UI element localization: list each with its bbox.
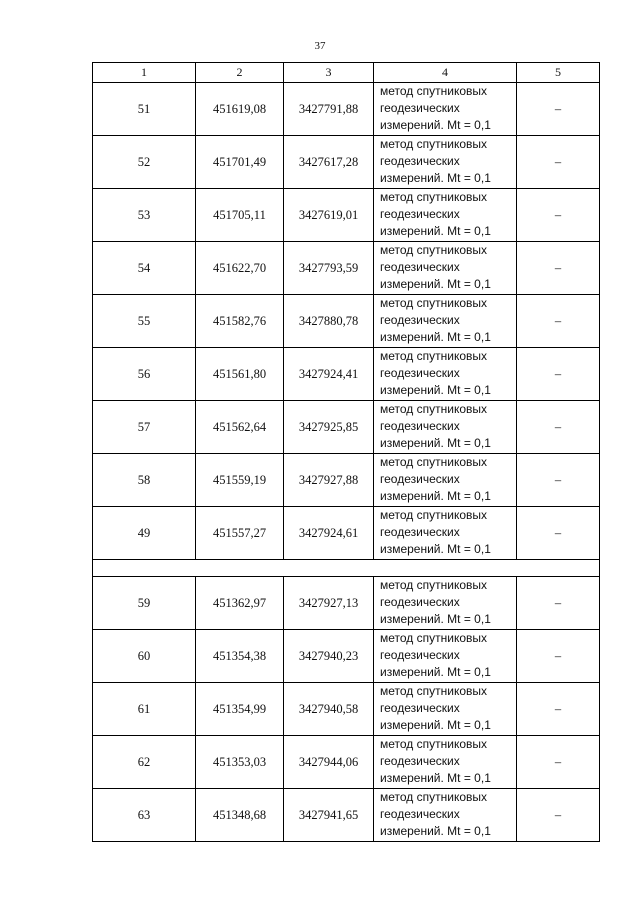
method-line: измерений. Mt = 0,1	[380, 542, 491, 556]
method-line: геодезических	[380, 525, 460, 539]
table-header-row	[93, 63, 600, 83]
method-line: геодезических	[380, 154, 460, 168]
point-number: 56	[93, 348, 196, 401]
method-line: геодезических	[380, 472, 460, 486]
method-line: геодезических	[380, 260, 460, 274]
col5-value: –	[517, 454, 600, 507]
method-cell	[374, 295, 517, 348]
coord-x: 451705,11	[196, 189, 284, 242]
method-line: геодезических	[380, 595, 460, 609]
method-line: метод спутниковых	[380, 684, 488, 698]
col5-value: –	[517, 348, 600, 401]
coord-y: 3427940,58	[284, 683, 374, 736]
method-line: измерений. Mt = 0,1	[380, 436, 491, 450]
col5-value: –	[517, 577, 600, 630]
method-line: геодезических	[380, 207, 460, 221]
coord-x: 451354,38	[196, 630, 284, 683]
method-line: метод спутниковых	[380, 402, 488, 416]
method-line: метод спутниковых	[380, 790, 488, 804]
method-cell	[374, 454, 517, 507]
col5-value: –	[517, 683, 600, 736]
method-line: измерений. Mt = 0,1	[380, 171, 491, 185]
coord-x: 451557,27	[196, 507, 284, 560]
method-line: метод спутниковых	[380, 349, 488, 363]
method-line: геодезических	[380, 313, 460, 327]
method-line: геодезических	[380, 366, 460, 380]
table-row	[93, 789, 600, 842]
coord-x: 451582,76	[196, 295, 284, 348]
point-number: 54	[93, 242, 196, 295]
table-row	[93, 736, 600, 789]
coord-y: 3427617,28	[284, 136, 374, 189]
point-number: 57	[93, 401, 196, 454]
table-row	[93, 348, 600, 401]
coord-y: 3427925,85	[284, 401, 374, 454]
point-number: 49	[93, 507, 196, 560]
method-line: измерений. Mt = 0,1	[380, 224, 491, 238]
col5-value: –	[517, 789, 600, 842]
point-number: 51	[93, 83, 196, 136]
coord-y: 3427791,88	[284, 83, 374, 136]
header-col-4: 4	[374, 63, 517, 83]
coord-x: 451619,08	[196, 83, 284, 136]
point-number: 62	[93, 736, 196, 789]
coord-x: 451622,70	[196, 242, 284, 295]
method-cell	[374, 348, 517, 401]
coord-y: 3427880,78	[284, 295, 374, 348]
table-row	[93, 630, 600, 683]
method-line: измерений. Mt = 0,1	[380, 718, 491, 732]
table-row	[93, 83, 600, 136]
col5-value: –	[517, 136, 600, 189]
method-cell	[374, 630, 517, 683]
page-number: 37	[314, 40, 326, 52]
col5-value: –	[517, 242, 600, 295]
method-cell	[374, 83, 517, 136]
method-line: измерений. Mt = 0,1	[380, 383, 491, 397]
coord-x: 451362,97	[196, 577, 284, 630]
coord-x: 451559,19	[196, 454, 284, 507]
table-row	[93, 401, 600, 454]
coord-y: 3427924,61	[284, 507, 374, 560]
table-row	[93, 136, 600, 189]
method-cell	[374, 136, 517, 189]
method-line: измерений. Mt = 0,1	[380, 771, 491, 785]
col5-value: –	[517, 630, 600, 683]
method-line: метод спутниковых	[380, 737, 488, 751]
point-number: 60	[93, 630, 196, 683]
point-number: 52	[93, 136, 196, 189]
method-cell	[374, 507, 517, 560]
method-line: измерений. Mt = 0,1	[380, 277, 491, 291]
method-line: геодезических	[380, 419, 460, 433]
coord-y: 3427927,13	[284, 577, 374, 630]
method-line: геодезических	[380, 754, 460, 768]
col5-value: –	[517, 507, 600, 560]
point-number: 61	[93, 683, 196, 736]
method-line: метод спутниковых	[380, 243, 488, 257]
coord-y: 3427793,59	[284, 242, 374, 295]
table-row	[93, 454, 600, 507]
header-col-2: 2	[196, 63, 284, 83]
method-line: геодезических	[380, 701, 460, 715]
method-line: метод спутниковых	[380, 508, 488, 522]
coord-y: 3427944,06	[284, 736, 374, 789]
method-cell	[374, 736, 517, 789]
method-line: геодезических	[380, 101, 460, 115]
col5-value: –	[517, 189, 600, 242]
point-number: 53	[93, 189, 196, 242]
method-line: измерений. Mt = 0,1	[380, 665, 491, 679]
header-col-5: 5	[517, 63, 600, 83]
point-number: 63	[93, 789, 196, 842]
method-line: геодезических	[380, 807, 460, 821]
method-line: метод спутниковых	[380, 631, 488, 645]
method-line: метод спутниковых	[380, 455, 488, 469]
method-line: метод спутниковых	[380, 578, 488, 592]
table-row	[93, 295, 600, 348]
point-number: 55	[93, 295, 196, 348]
coord-x: 451701,49	[196, 136, 284, 189]
point-number: 58	[93, 454, 196, 507]
coord-x: 451562,64	[196, 401, 284, 454]
col5-value: –	[517, 401, 600, 454]
header-col-3: 3	[284, 63, 374, 83]
method-line: измерений. Mt = 0,1	[380, 824, 491, 838]
method-cell	[374, 189, 517, 242]
table-row	[93, 577, 600, 630]
coordinates-table	[92, 62, 600, 842]
group-separator-cell	[93, 560, 600, 577]
coord-y: 3427941,65	[284, 789, 374, 842]
method-line: измерений. Mt = 0,1	[380, 489, 491, 503]
col5-value: –	[517, 83, 600, 136]
col5-value: –	[517, 295, 600, 348]
method-line: метод спутниковых	[380, 190, 488, 204]
method-cell	[374, 789, 517, 842]
coord-y: 3427927,88	[284, 454, 374, 507]
method-line: метод спутниковых	[380, 84, 488, 98]
method-line: метод спутниковых	[380, 296, 488, 310]
method-line: измерений. Mt = 0,1	[380, 118, 491, 132]
method-cell	[374, 577, 517, 630]
table-row	[93, 507, 600, 560]
method-line: метод спутниковых	[380, 137, 488, 151]
header-col-1: 1	[93, 63, 196, 83]
table-row	[93, 189, 600, 242]
table-row	[93, 242, 600, 295]
table-row	[93, 683, 600, 736]
coord-x: 451354,99	[196, 683, 284, 736]
method-cell	[374, 683, 517, 736]
coord-y: 3427940,23	[284, 630, 374, 683]
coord-x: 451353,03	[196, 736, 284, 789]
col5-value: –	[517, 736, 600, 789]
method-line: геодезических	[380, 648, 460, 662]
method-line: измерений. Mt = 0,1	[380, 330, 491, 344]
group-separator-row	[93, 560, 600, 577]
coord-y: 3427619,01	[284, 189, 374, 242]
method-line: измерений. Mt = 0,1	[380, 612, 491, 626]
coord-x: 451561,80	[196, 348, 284, 401]
coord-y: 3427924,41	[284, 348, 374, 401]
method-cell	[374, 242, 517, 295]
method-cell	[374, 401, 517, 454]
point-number: 59	[93, 577, 196, 630]
coord-x: 451348,68	[196, 789, 284, 842]
